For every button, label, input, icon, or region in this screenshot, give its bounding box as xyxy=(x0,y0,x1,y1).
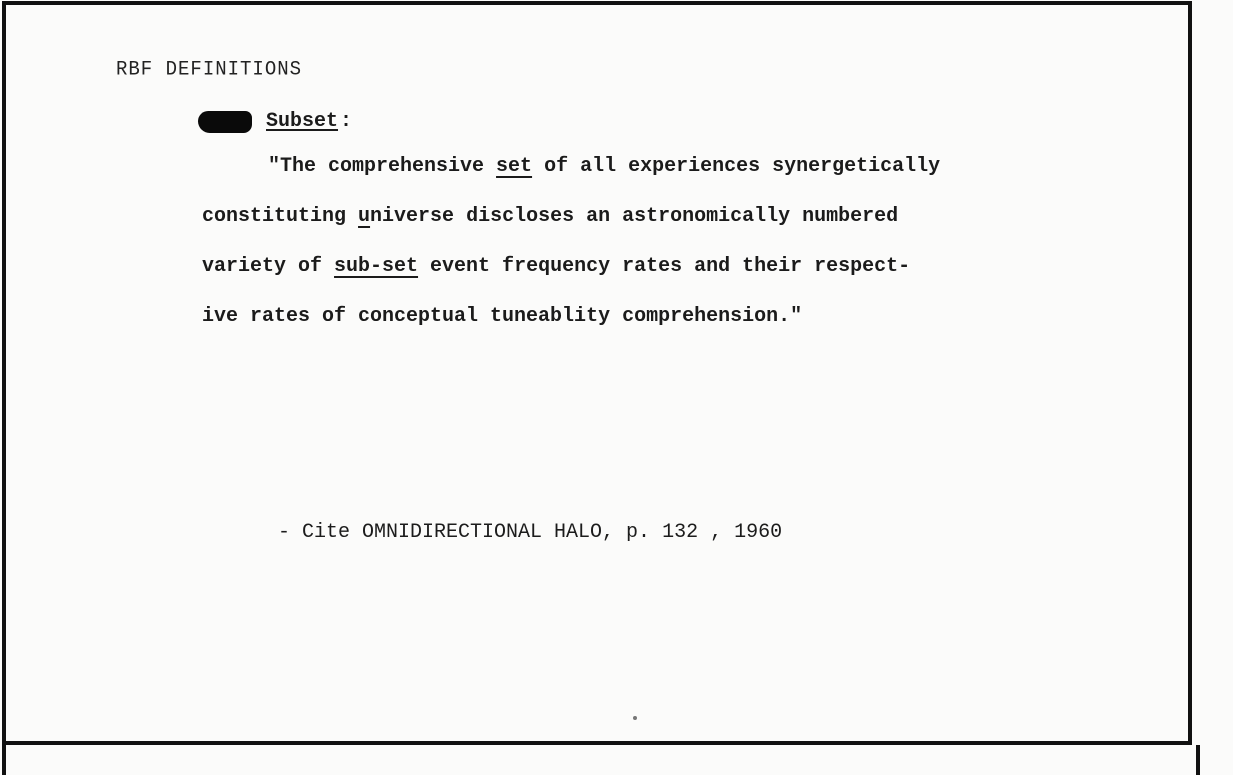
quote-line xyxy=(202,242,1102,292)
paper-speck xyxy=(633,716,637,720)
term-line xyxy=(198,110,352,133)
quote-text: niverse discloses an astronomically numbered xyxy=(370,205,899,228)
quote-text: variety of xyxy=(202,255,335,278)
quote-text: event frequency rates and their respect- xyxy=(418,255,911,278)
definition-quote xyxy=(202,142,1102,342)
quote-text: of all experiences synergetically xyxy=(532,155,941,178)
quote-text: "The comprehensive xyxy=(268,155,497,178)
underlined-word: set xyxy=(496,155,533,178)
page-title: RBF DEFINITIONS xyxy=(116,57,303,81)
underlined-word: u xyxy=(358,205,371,228)
quote-line xyxy=(202,142,1102,192)
next-card-border xyxy=(2,745,1200,775)
citation: - Cite OMNIDIRECTIONAL HALO, p. 132 , 1960 xyxy=(278,521,783,544)
term-title: Subset xyxy=(266,110,339,133)
card-border xyxy=(2,1,1192,745)
quote-text: constituting xyxy=(202,205,359,228)
quote-line xyxy=(202,292,1102,342)
term-colon: : xyxy=(340,110,353,133)
underlined-word: sub-set xyxy=(334,255,419,278)
quote-line xyxy=(202,192,1102,242)
quote-text: ive rates of conceptual tuneablity comprehension." xyxy=(202,305,803,328)
redaction-mark xyxy=(198,111,252,133)
